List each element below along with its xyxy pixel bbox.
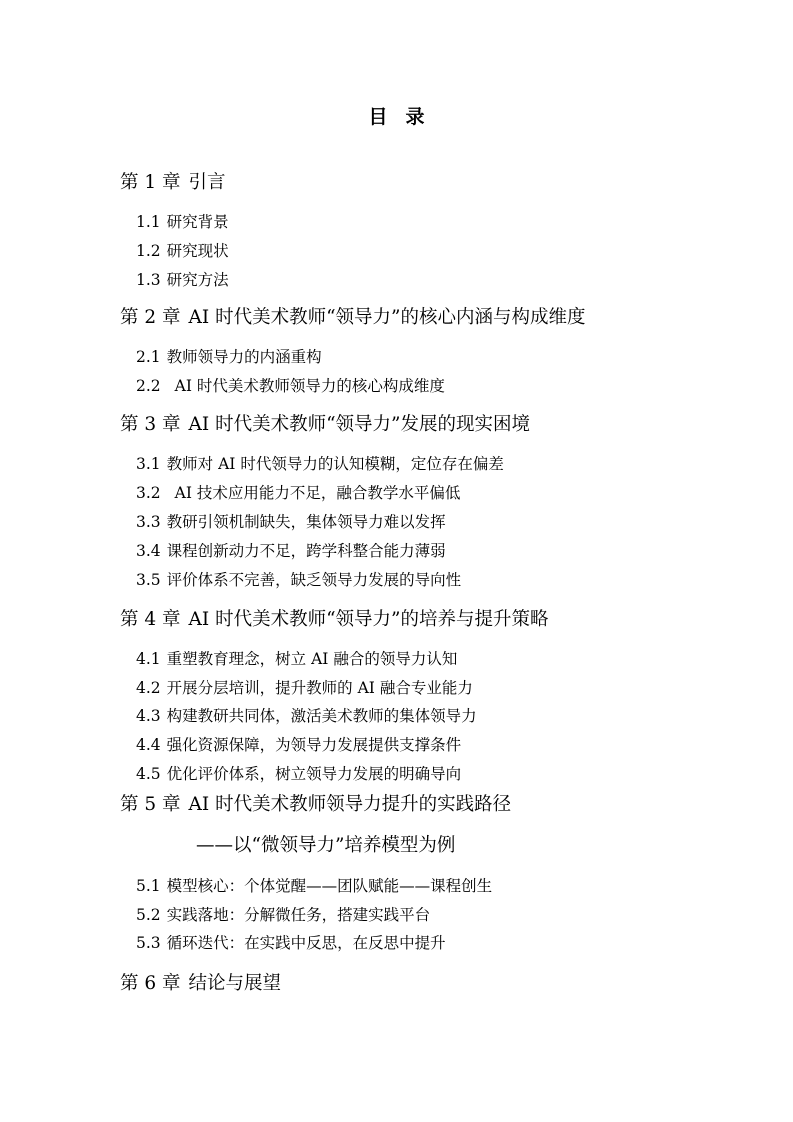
section-title: 模型核心：个体觉醒——团队赋能——课程创生 <box>166 877 493 895</box>
section-title: AI 时代美术教师领导力的核心构成维度 <box>174 377 445 395</box>
section-number: 5.2 <box>136 906 161 924</box>
toc-section-1-2[interactable] <box>136 240 229 262</box>
toc-section-4-3[interactable] <box>136 705 477 727</box>
section-number: 1.3 <box>136 271 161 289</box>
section-number: 4.3 <box>136 707 161 725</box>
toc-section-3-2[interactable] <box>136 482 460 504</box>
chapter-title: AI 时代美术教师“领导力”发展的现实困境 <box>188 414 531 435</box>
section-title: 教师对 AI 时代领导力的认知模糊，定位存在偏差 <box>166 455 504 473</box>
section-title: 优化评价体系，树立领导力发展的明确导向 <box>166 765 462 783</box>
section-number: 3.3 <box>136 513 161 531</box>
toc-title: 目录 <box>368 106 443 128</box>
toc-chapter-1[interactable] <box>120 170 226 196</box>
section-number: 5.3 <box>136 934 161 952</box>
toc-section-3-1[interactable] <box>136 453 504 475</box>
toc-section-1-3[interactable] <box>136 269 229 291</box>
toc-section-5-3[interactable] <box>136 932 446 954</box>
chapter-label: 第 5 章 <box>120 794 181 815</box>
section-number: 4.5 <box>136 765 161 783</box>
chapter-label: 第 1 章 <box>120 172 181 193</box>
section-title: 课程创新动力不足，跨学科整合能力薄弱 <box>166 542 446 560</box>
chapter-title: 引言 <box>188 172 226 193</box>
section-title: 研究背景 <box>166 213 229 231</box>
section-title: AI 技术应用能力不足，融合教学水平偏低 <box>174 484 461 502</box>
section-number: 3.5 <box>136 571 161 589</box>
toc-section-3-5[interactable] <box>136 569 461 591</box>
section-number: 4.4 <box>136 736 161 754</box>
toc-chapter-5[interactable] <box>120 792 511 818</box>
section-number: 2.2 <box>136 377 161 395</box>
chapter-label: 第 4 章 <box>120 609 181 630</box>
section-title: 教师领导力的内涵重构 <box>166 348 322 366</box>
toc-section-4-2[interactable] <box>136 677 473 699</box>
section-number: 4.2 <box>136 679 161 697</box>
chapter-label: 第 2 章 <box>120 307 181 328</box>
section-number: 3.1 <box>136 455 161 473</box>
section-number: 3.2 <box>136 484 161 502</box>
section-title: 研究方法 <box>166 271 229 289</box>
section-title: 评价体系不完善，缺乏领导力发展的导向性 <box>166 571 462 589</box>
section-number: 2.1 <box>136 348 161 366</box>
chapter-title: 结论与展望 <box>188 973 282 994</box>
section-title: 重塑教育理念，树立 AI 融合的领导力认知 <box>166 650 458 668</box>
toc-section-3-3[interactable] <box>136 511 446 533</box>
chapter-label: 第 3 章 <box>120 414 181 435</box>
section-title: 构建教研共同体，激活美术教师的集体领导力 <box>166 707 477 725</box>
toc-chapter-6[interactable] <box>120 971 281 997</box>
chapter-label: 第 6 章 <box>120 973 181 994</box>
toc-section-5-2[interactable] <box>136 904 430 926</box>
toc-chapter-3[interactable] <box>120 412 530 438</box>
section-title: 教研引领机制缺失，集体领导力难以发挥 <box>166 513 446 531</box>
chapter-title: AI 时代美术教师“领导力”的核心内涵与构成维度 <box>188 307 586 328</box>
section-number: 1.1 <box>136 213 161 231</box>
section-title: 强化资源保障，为领导力发展提供支撑条件 <box>166 736 462 754</box>
toc-section-3-4[interactable] <box>136 540 446 562</box>
toc-chapter-2[interactable] <box>120 305 586 331</box>
chapter-title: AI 时代美术教师“领导力”的培养与提升策略 <box>188 609 549 630</box>
section-title: 循环迭代：在实践中反思，在反思中提升 <box>166 934 446 952</box>
toc-section-4-5[interactable] <box>136 763 461 785</box>
section-number: 1.2 <box>136 242 161 260</box>
toc-section-4-1[interactable] <box>136 648 457 670</box>
chapter-title: AI 时代美术教师领导力提升的实践路径 <box>188 794 512 815</box>
toc-section-2-1[interactable] <box>136 346 322 368</box>
section-title: 研究现状 <box>166 242 229 260</box>
section-title: 开展分层培训，提升教师的 AI 融合专业能力 <box>166 679 473 697</box>
section-number: 5.1 <box>136 877 161 895</box>
section-number: 4.1 <box>136 650 161 668</box>
toc-section-2-2[interactable] <box>136 375 445 397</box>
toc-chapter-5-subtitle[interactable]: ——以“微领导力”培养模型为例 <box>196 835 456 856</box>
section-title: 实践落地：分解微任务，搭建实践平台 <box>166 906 431 924</box>
toc-chapter-4[interactable] <box>120 607 549 633</box>
section-number: 3.4 <box>136 542 161 560</box>
toc-section-5-1[interactable] <box>136 875 492 897</box>
toc-section-1-1[interactable] <box>136 211 229 233</box>
toc-section-4-4[interactable] <box>136 734 461 756</box>
